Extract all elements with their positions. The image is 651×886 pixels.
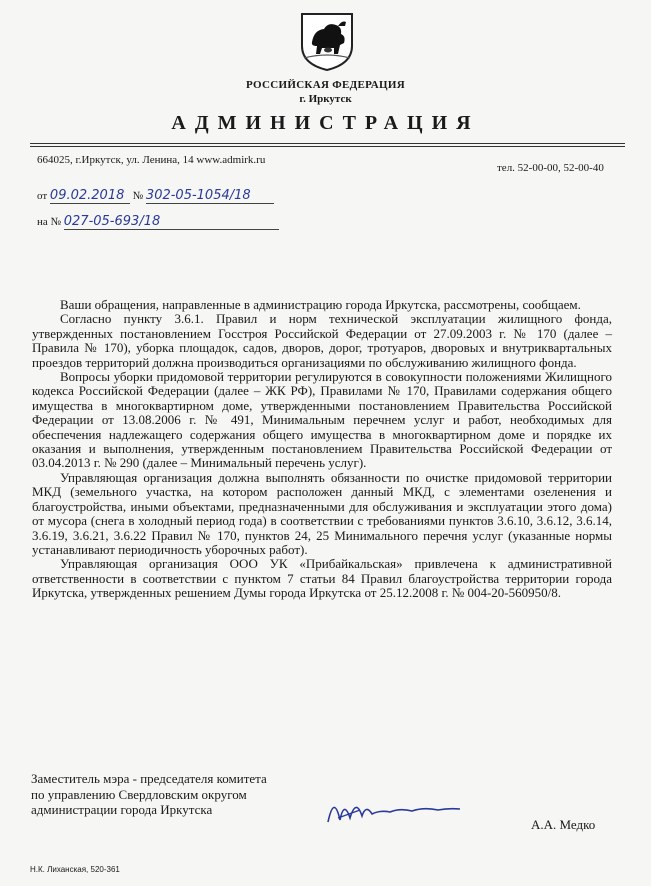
phones-line: тел. 52-00-00, 52-00-40 xyxy=(497,162,604,174)
position-line: администрации города Иркутска xyxy=(31,802,213,817)
city-name: г. Иркутск xyxy=(299,93,352,105)
body-paragraph: Согласно пункту 3.6.1. Правил и норм технической эксплуатации жилищного фонда, утвержденных постановлением Госстроя Российской Федерации от 27.09.2003 г. № 170 (далее – Правила № 170), уборка площадок, садов, дворов, дорог, тротуаров, дворовых и внутриквартальных проездов территорий должна производиться организациями по обслуживанию жилищного фонда. xyxy=(32,311,612,370)
organization-title: АДМИНИСТРАЦИЯ xyxy=(171,112,480,134)
incoming-reference xyxy=(37,214,279,230)
body-paragraph: Управляющая организация ООО УК «Прибайкальская» привлечена к административной ответственности в соответствии с пунктом 7 статьи 84 Правил благоустройства территории города Иркутска, утвержденных решением Думы города Иркутска от 25.12.2008 г. № 004-20-560950/8. xyxy=(32,556,612,601)
reply-label: на № xyxy=(37,216,62,228)
registration-date: 09.02.2018 xyxy=(49,188,125,203)
body-paragraph: Управляющая организация должна выполнять обязанности по очистке придомовой территории МКД (земельного участка, на котором расположен данный МКД, с элементами озеленения и благоустройства, иными объектами, предназначенными для обслуживания и эксплуатации этого дома) от мусора (снега в холодный период года) в соответствии с требованиями пунктов 3.6.10, 3.6.12, 3.6.14, 3.6.19, 3.6.21, 3.6.22 Правил № 170, пунктов 24, 25 Минимального перечня услуг (указанные нормы устанавливают периодичность уборочных работ). xyxy=(32,469,612,557)
outgoing-registration xyxy=(37,188,274,204)
position-line: по управлению Свердловским округом xyxy=(31,786,247,802)
coat-of-arms-emblem xyxy=(298,12,356,72)
letter-body xyxy=(32,298,612,601)
address-line: 664025, г.Иркутск, ул. Ленина, 14 www.admirk.ru xyxy=(37,154,266,166)
body-paragraph: Вопросы уборки придомовой территории регулируются в совокупности положениями Жилищного кодекса Российской Федерации (далее – ЖК РФ), Правилами № 170, Правилами содержания общего имущества в многоквартирном доме, утвержденными постановлением Правительства Российской Федерации от 13.08.2006 г. № 491, Минимальным перечнем услуг и работ, необходимых для обеспечения надлежащего содержания общего имущества в многоквартирном доме и порядке их оказания и выполнения, утвержденным постановлением Правительства Российской Федерации от 03.04.2013 г. № 290 (далее – Минимальный перечень услуг). xyxy=(32,369,612,471)
body-paragraph: Ваши обращения, направленные в администрацию города Иркутска, рассмотрены, сообщаем. xyxy=(60,297,581,312)
registration-number: 302-05-1054/18 xyxy=(145,188,251,203)
executor-note: Н.К. Лиханская, 520-361 xyxy=(30,865,120,874)
reply-number: 027-05-693/18 xyxy=(63,214,161,229)
number-label: № xyxy=(132,190,144,202)
country-name: РОССИЙСКАЯ ФЕДЕРАЦИЯ xyxy=(246,79,405,91)
position-line: Заместитель мэра - председателя комитета xyxy=(31,771,267,786)
signatory-name: А.А. Медко xyxy=(531,817,596,832)
header-divider xyxy=(30,143,625,147)
from-label: от xyxy=(37,190,48,202)
signatory-position xyxy=(31,771,267,818)
handwritten-signature xyxy=(320,790,470,830)
